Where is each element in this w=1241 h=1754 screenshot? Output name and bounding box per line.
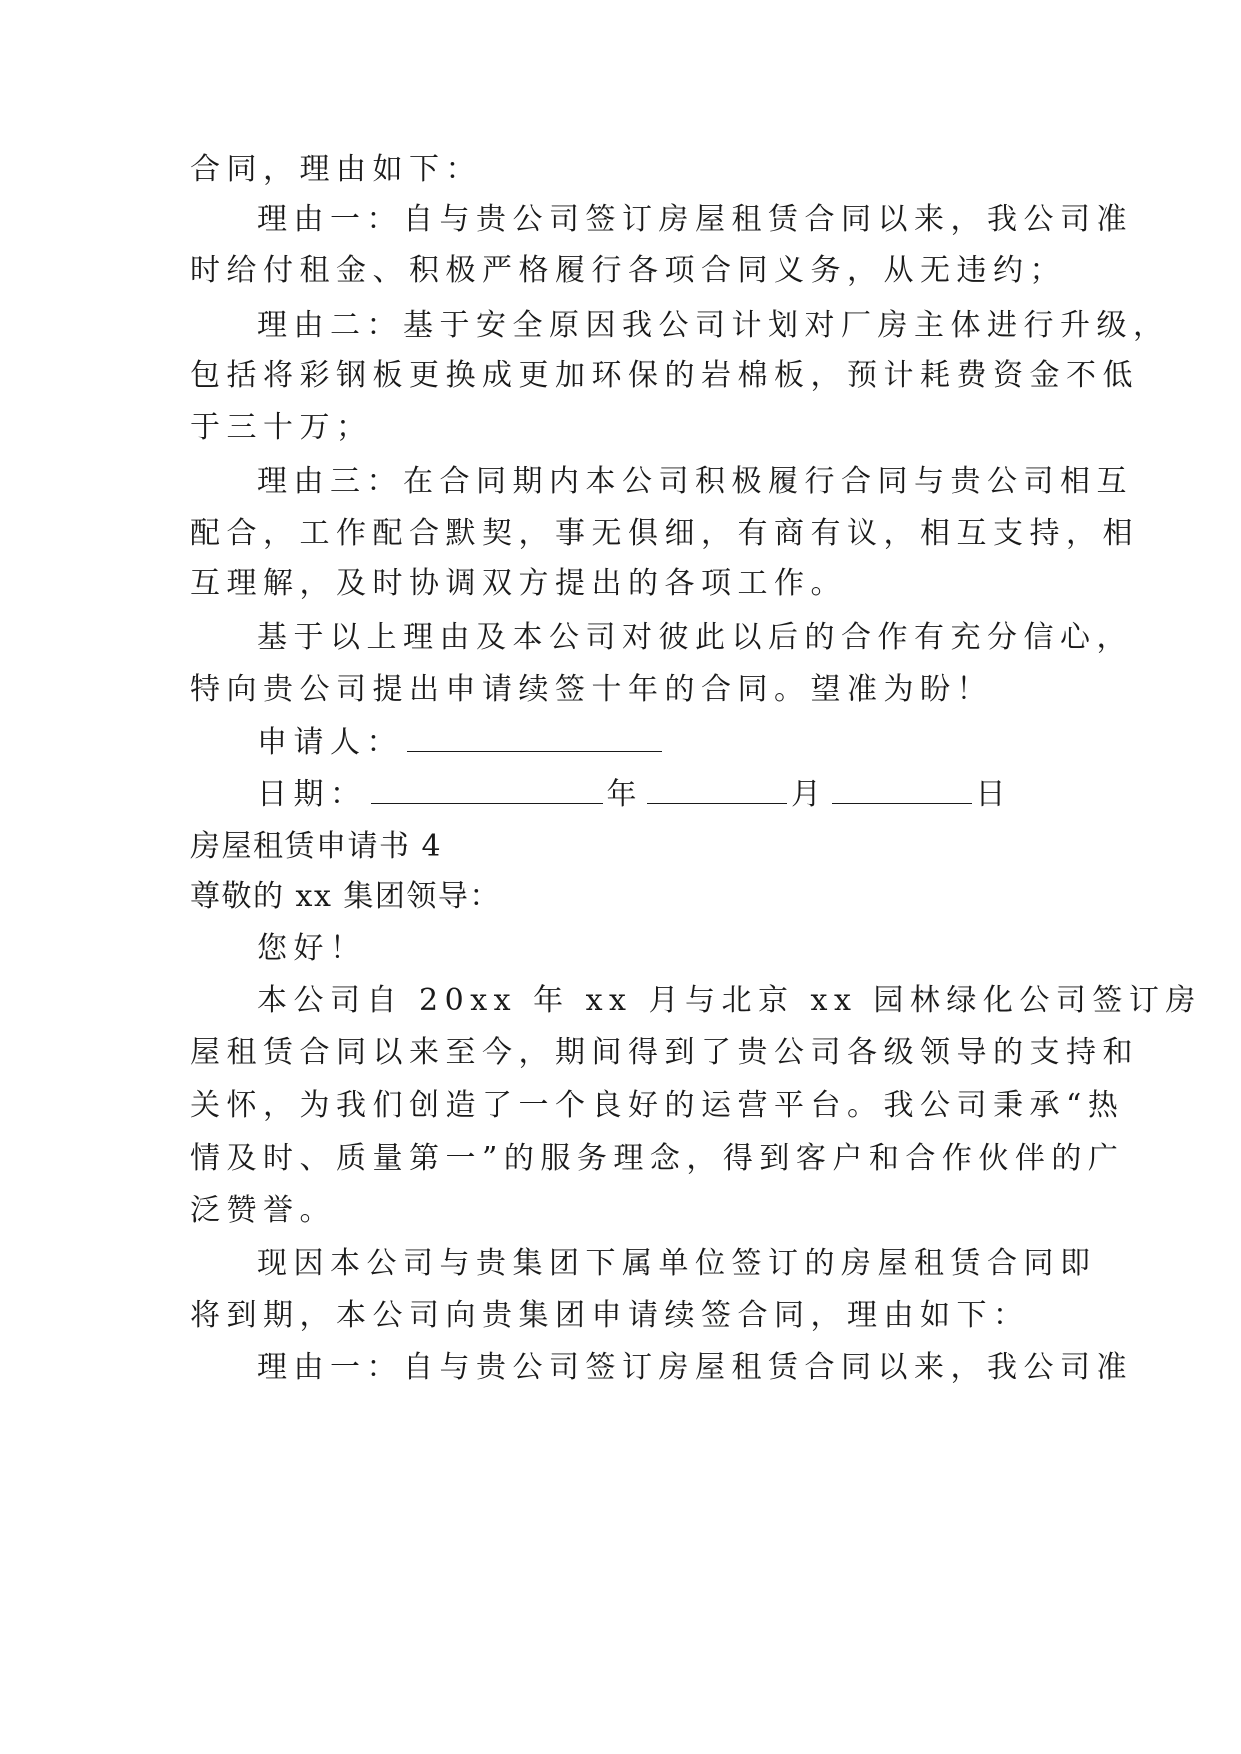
paragraph-line: 理由三：在合同期内本公司积极履行合同与贵公司相互	[257, 464, 1133, 499]
paragraph-line: 本公司自 20xx 年 xx 月与北京 xx 园林绿化公司签订房	[257, 983, 1202, 1018]
applicant-label: 申请人：	[257, 725, 403, 760]
year-label: 年	[606, 777, 643, 812]
paragraph-line: 互理解，及时协调双方提出的各项工作。	[190, 566, 847, 601]
paragraph-line: 泛赞誉。	[190, 1193, 336, 1228]
paragraph-line: 基于以上理由及本公司对彼此以后的合作有充分信心，	[257, 620, 1133, 655]
applicant-line	[257, 725, 1137, 761]
paragraph-line: 屋租赁合同以来至今，期间得到了贵公司各级领导的支持和	[190, 1035, 1139, 1070]
paragraph-line: 将到期，本公司向贵集团申请续签合同，理由如下：	[190, 1298, 1030, 1333]
greeting: 您好！	[257, 931, 367, 966]
paragraph-line: 理由二：基于安全原因我公司计划对厂房主体进行升级，	[257, 308, 1170, 343]
day-blank	[832, 779, 972, 804]
paragraph-line: 配合，工作配合默契，事无俱细，有商有议，相互支持，相	[190, 516, 1139, 551]
year-blank	[371, 779, 603, 804]
paragraph-line: 关怀，为我们创造了一个良好的运营平台。我公司秉承“热	[190, 1088, 1125, 1123]
paragraph-line: 合同，理由如下：	[190, 152, 482, 187]
paragraph-line: 包括将彩钢板更换成更加环保的岩棉板，预计耗费资金不低	[190, 358, 1139, 393]
paragraph-line: 情及时、质量第一”的服务理念，得到客户和合作伙伴的广	[190, 1141, 1125, 1176]
month-label: 月	[791, 777, 828, 812]
month-blank	[647, 779, 787, 804]
paragraph-line: 理由一：自与贵公司签订房屋租赁合同以来，我公司准	[257, 202, 1133, 237]
paragraph-line: 时给付租金、积极严格履行各项合同义务，从无违约；	[190, 253, 1066, 288]
paragraph-line: 于三十万；	[190, 410, 373, 445]
paragraph-line: 特向贵公司提出申请续签十年的合同。望准为盼！	[190, 672, 993, 707]
date-line	[257, 777, 1137, 813]
paragraph-line: 理由一：自与贵公司签订房屋租赁合同以来，我公司准	[257, 1350, 1133, 1385]
paragraph-line: 现因本公司与贵集团下属单位签订的房屋租赁合同即	[257, 1246, 1097, 1281]
salutation: 尊敬的 xx 集团领导：	[190, 879, 501, 914]
day-label: 日	[975, 777, 1012, 812]
section-title: 房屋租赁申请书 4	[190, 829, 443, 864]
date-label: 日期：	[257, 777, 367, 812]
applicant-signature-blank	[407, 727, 662, 752]
